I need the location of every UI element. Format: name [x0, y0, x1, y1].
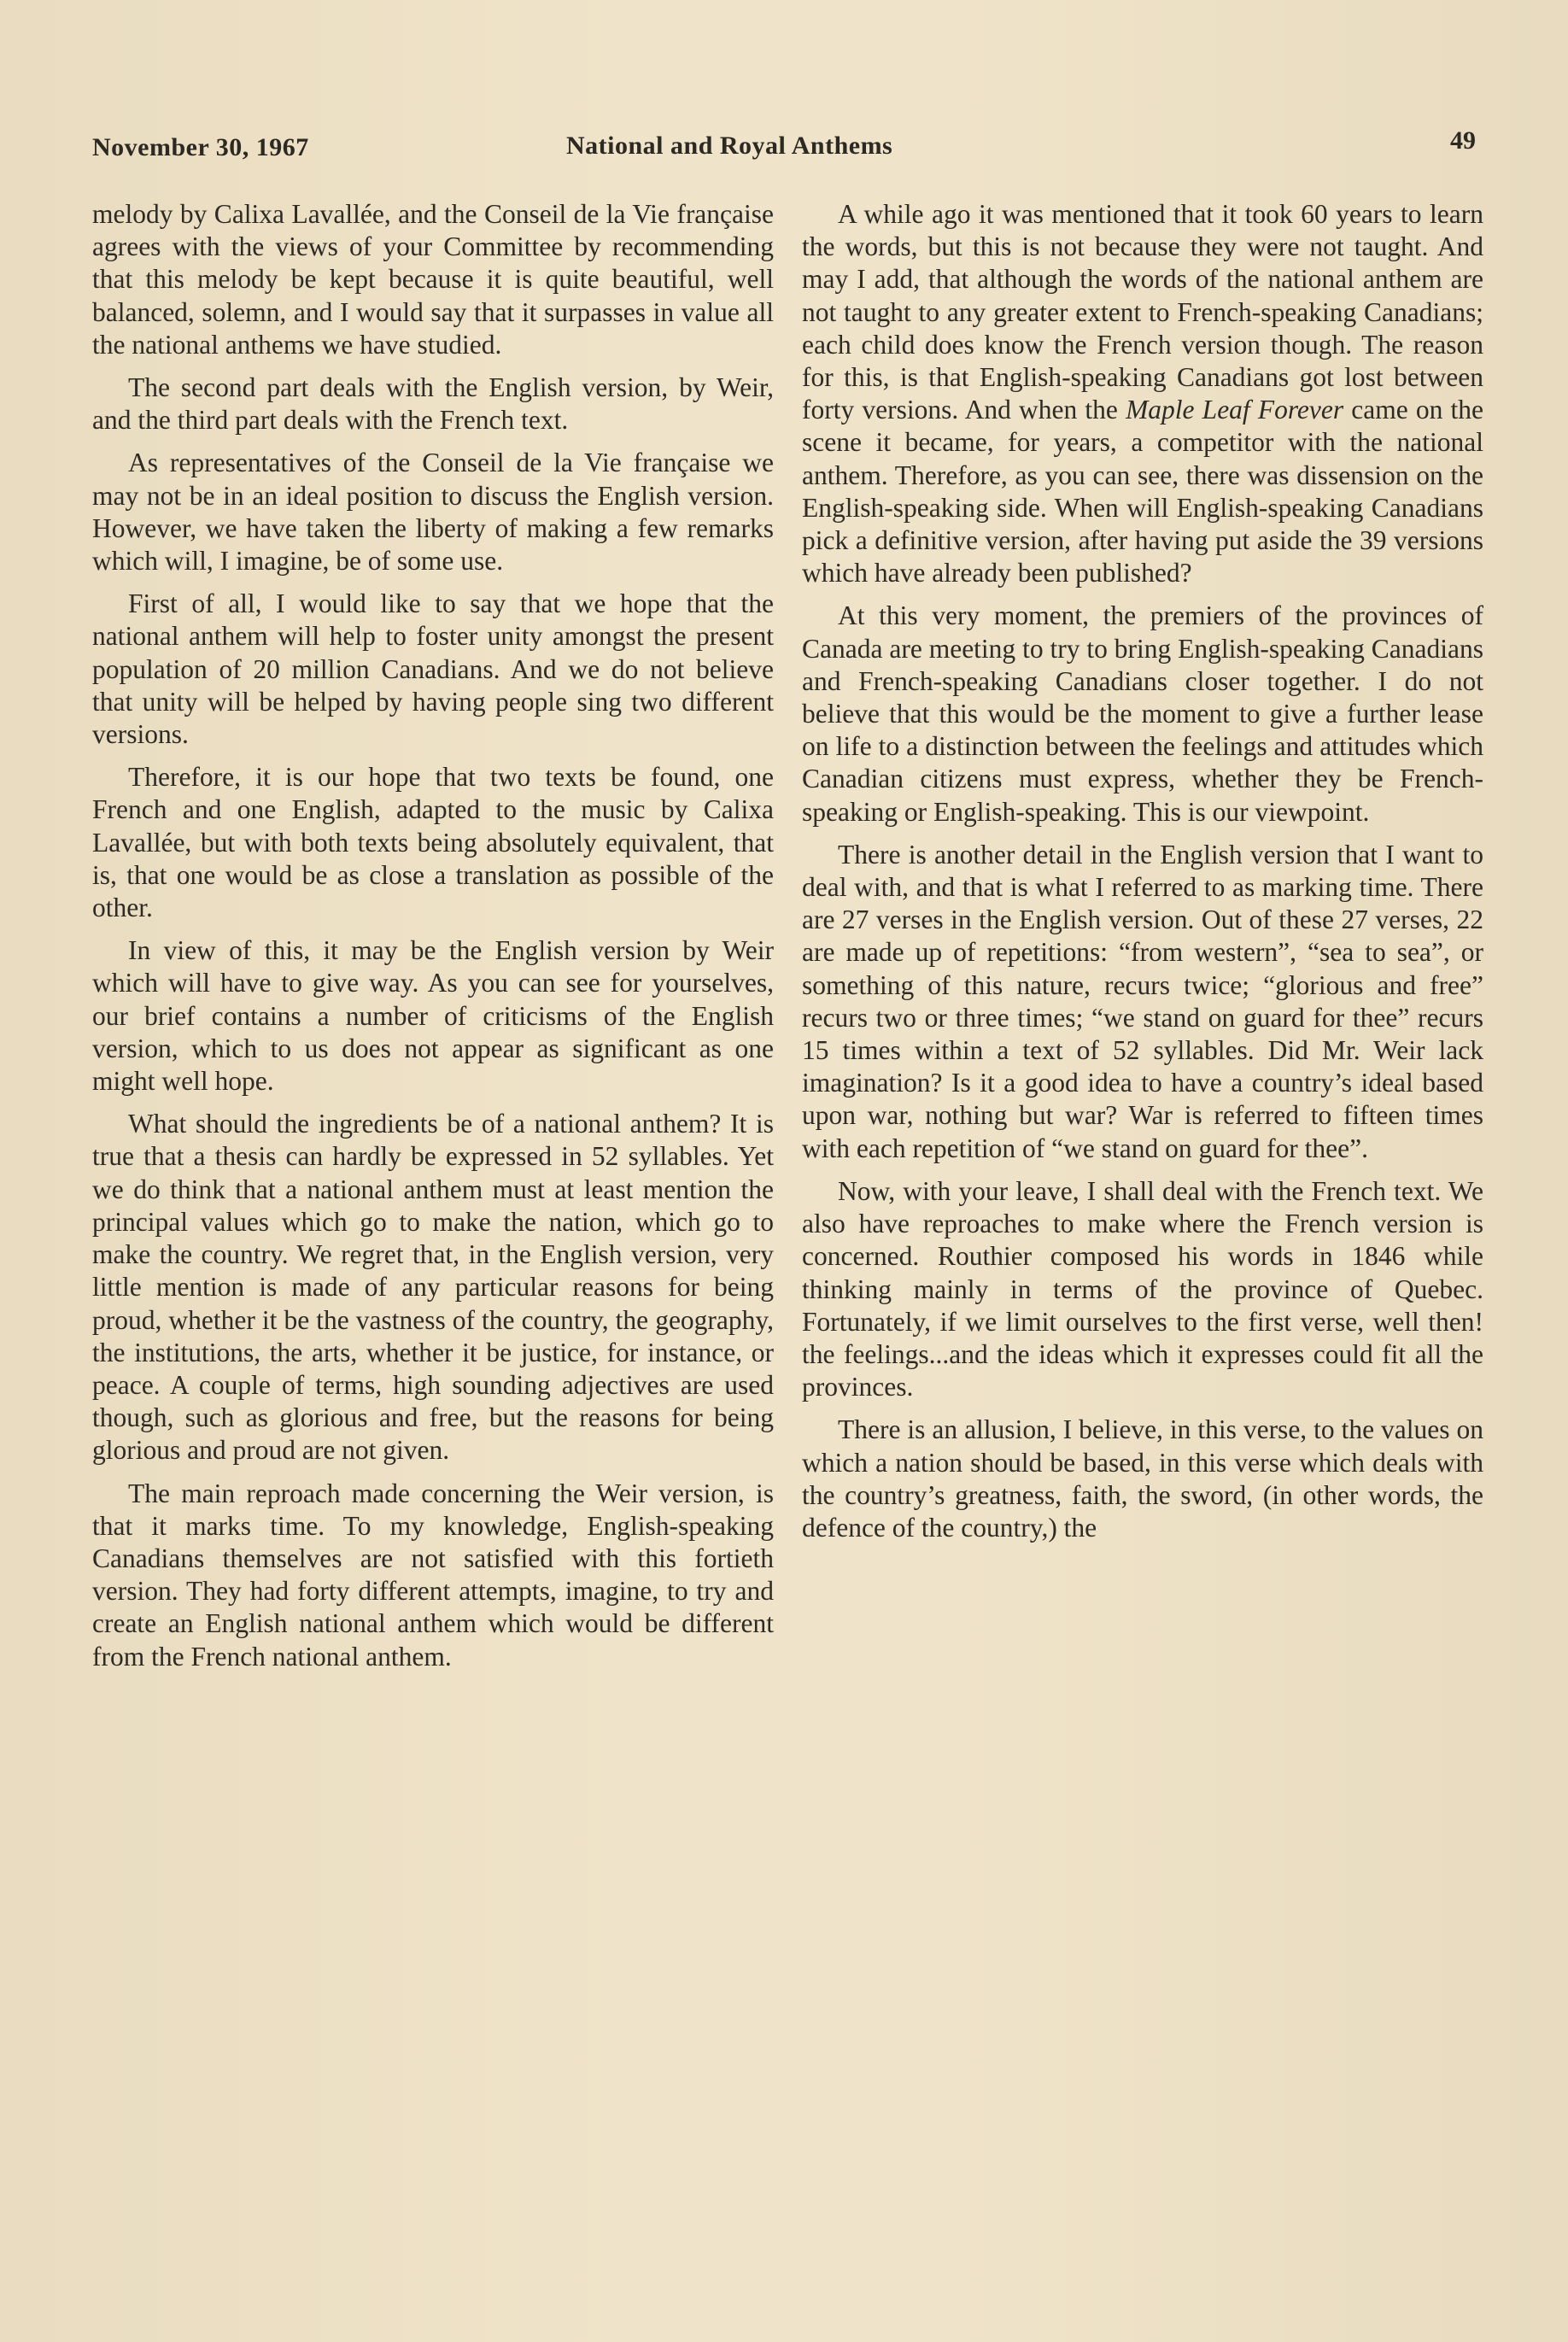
paragraph: First of all, I would like to say that we hope that the national anthem will help to foster unity amongst the present population of 20 million Canadians. And we do not believe that unity will be helped by having people sing two different versions. — [92, 588, 774, 750]
running-header — [92, 126, 1476, 169]
paragraph: There is another detail in the English version that I want to deal with, and that is what I referred to as marking time. There are 27 verses in the English version. Out of these 27 verses, 22 are made up of repetitions: “from western”, “sea to sea”, or something of this nature, recurs twice; “glorious and free” recurs two or three times; “we stand on guard for thee” recurs 15 times within a text of 52 syllables. Did Mr. Weir lack imagination? Is it a good idea to have a country’s ideal based upon war, nothing but war? War is referred to fifteen times with each repetition of “we stand on guard for thee”. — [802, 839, 1483, 1163]
paragraph-text: A while ago it was mentioned that it took 60 years to learn the words, but this is not because they were not taught. And may I add, that although the words of the national anthem are not taught to any greater extent to French-speaking Canadians; each child does know the French version though. The reason for this, is that English-speaking Canadians got lost between forty versions. And when the — [802, 199, 1483, 425]
paragraph: melody by Calixa Lavallée, and the Conseil de la Vie française agrees with the views of your Committee by recommending that this melody be kept because it is quite beautiful, well balanced, solemn, and I would say that it surpasses in value all the national anthems we have studied. — [92, 199, 774, 360]
header-date: November 30, 1967 — [92, 133, 309, 161]
song-title: Maple Leaf Forever — [1126, 395, 1344, 425]
paragraph — [802, 198, 1483, 589]
paragraph: The main reproach made concerning the Weir version, is that it marks time. To my knowledge, English-speaking Canadians themselves are not satisfied with this fortieth version. They had forty different attempts, imagine, to try and create an English national anthem which would be different from the French national anthem. — [92, 1478, 774, 1672]
paragraph-text: came on the scene it became, for years, a competitor with the national anthem. Therefore, as you can see, there was dissension on the English-speaking side. When will English-speaking Canadians pick a definitive version, after having put aside the 39 versions which have already been published? — [802, 395, 1484, 588]
paragraph: The second part deals with the English version, by Weir, and the third part deals with the French text. — [92, 372, 774, 436]
left-column — [92, 198, 774, 1683]
header-title: National and Royal Anthems — [566, 132, 893, 160]
page-number: 49 — [1450, 126, 1476, 155]
paragraph: Therefore, it is our hope that two texts be found, one French and one English, adapted to the music by Calixa Lavallée, but with both texts being absolutely equivalent, that is, that one would be as close a translation as possible of the other. — [92, 762, 774, 923]
paragraph: What should the ingredients be of a national anthem? It is true that a thesis can hardly be expressed in 52 syllables. Yet we do think that a national anthem must at least mention the principal values which go to make the nation, which go to make the country. We regret that, in the English version, very little mention is made of any particular reasons for being proud, whether it be the vastness of the country, the geography, the institutions, the arts, whether it be justice, for instance, or peace. A couple of terms, high sounding adjectives are used though, such as glorious and free, but the reasons for being glorious and proud are not given. — [92, 1109, 774, 1466]
paragraph: There is an allusion, I believe, in this verse, to the values on which a nation should be based, in this verse which deals with the country’s greatness, faith, the sword, (in other words, the defence of the country,) the — [802, 1414, 1483, 1543]
paragraph: In view of this, it may be the English version by Weir which will have to give way. As you can see for yourselves, our brief contains a number of criticisms of the English version, which to us does not appear as significant as one might well hope. — [92, 935, 774, 1097]
paragraph: As representatives of the Conseil de la Vie française we may not be in an ideal position to discuss the English version. However, we have taken the liberty of making a few remarks which will, I imagine, be of some use. — [92, 448, 774, 577]
paragraph: At this very moment, the premiers of the provinces of Canada are meeting to try to bring English-speaking Canadians and French-speaking Canadians closer together. I do not believe that this would be the moment to give a further lease on life to a distinction between the feelings and attitudes which Canadian citizens must express, whether they be French-speaking or English-speaking. This is our viewpoint. — [802, 600, 1483, 827]
paragraph: Now, with your leave, I shall deal with the French text. We also have reproaches to make where the French version is concerned. Routhier composed his words in 1846 while thinking mainly in terms of the province of Quebec. Fortunately, if we limit ourselves to the first verse, well then! the feelings...and the ideas which it expresses could fit all the provinces. — [802, 1175, 1483, 1402]
right-column — [802, 198, 1483, 1555]
